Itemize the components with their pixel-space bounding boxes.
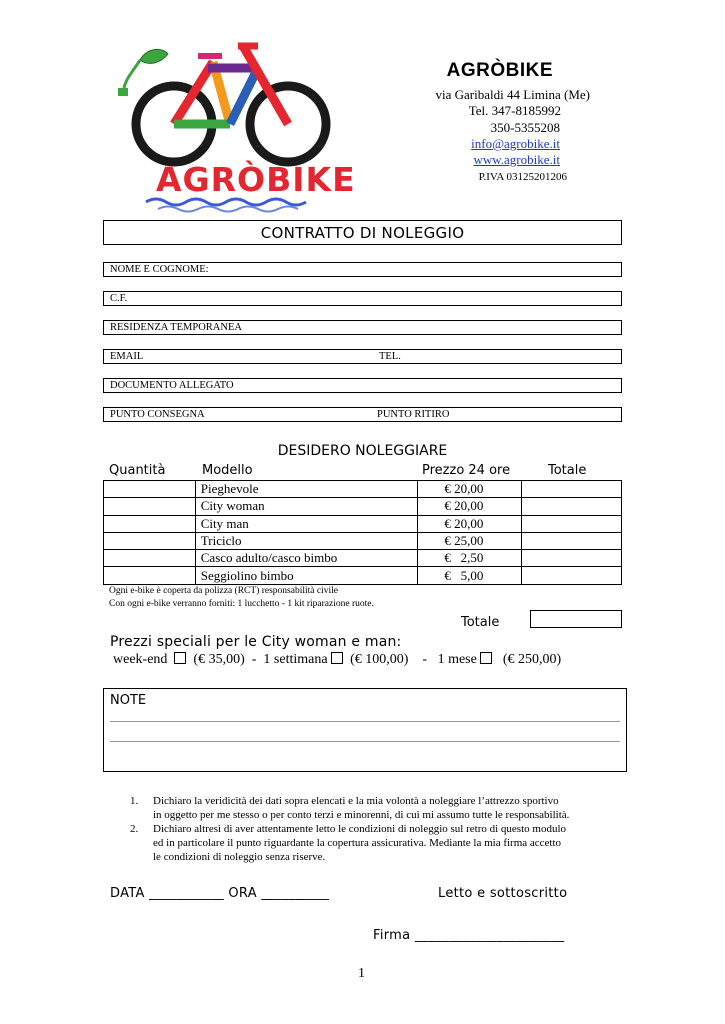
grand-total-label: Totale (461, 615, 500, 630)
tel-label: TEL. (379, 351, 401, 362)
read-signed-label: Letto e sottoscritto (438, 886, 568, 901)
table-row (104, 550, 622, 567)
phone-1: Tel. 347-8185992 (468, 103, 561, 118)
col-model: Modello (202, 463, 253, 478)
note-line (110, 741, 620, 742)
month-checkbox[interactable] (480, 652, 492, 664)
brand-name: AGRÒBIKE (446, 60, 553, 81)
declaration-text: Dichiaro altresì di aver attentamente letto le condizioni di noleggio sul retro di questo modulo (153, 823, 566, 835)
residence-label: RESIDENZA TEMPORANEA (110, 322, 242, 333)
quantity-cell[interactable] (104, 498, 196, 515)
document-field[interactable] (103, 378, 622, 393)
website-link[interactable]: www.agrobike.it (473, 152, 560, 167)
month-label: 1 mese (437, 652, 477, 667)
weekend-checkbox[interactable] (174, 652, 186, 664)
separator: - (422, 652, 428, 667)
price-cell: € 20,00 (418, 481, 522, 498)
delivery-label: PUNTO CONSEGNA (110, 409, 205, 420)
name-field[interactable] (103, 262, 622, 277)
rental-table (103, 480, 622, 585)
title-box (103, 220, 622, 245)
equipment-note: Con ogni e-bike verranno forniti: 1 lucchetto - 1 kit riparazione ruote. (109, 599, 374, 609)
pickup-label: PUNTO RITIRO (377, 409, 450, 420)
price-cell: € 20,00 (418, 498, 522, 515)
total-cell[interactable] (522, 481, 622, 498)
table-row (104, 567, 622, 584)
total-cell[interactable] (522, 532, 622, 549)
price-cell: € 25,00 (418, 532, 522, 549)
model-cell: Triciclo (195, 532, 418, 549)
special-heading: Prezzi speciali per le City woman e man: (110, 634, 402, 650)
page-number: 1 (358, 966, 365, 981)
week-price: (€ 100,00) (350, 652, 409, 667)
price-cell: € 5,00 (418, 567, 522, 584)
page-title: CONTRATTO DI NOLEGGIO (260, 224, 465, 242)
table-row (104, 498, 622, 515)
insurance-note: Ogni e-bike è coperta da polizza (RCT) responsabilità civile (109, 586, 338, 596)
week-checkbox[interactable] (331, 652, 343, 664)
total-cell[interactable] (522, 515, 622, 532)
model-cell: Pieghevole (195, 481, 418, 498)
col-quantity: Quantità (109, 463, 166, 478)
cf-label: C.F. (110, 293, 128, 304)
model-cell: City woman (195, 498, 418, 515)
model-cell: City man (195, 515, 418, 532)
quantity-cell[interactable] (104, 515, 196, 532)
table-row (104, 481, 622, 498)
declaration-text: le condizioni di noleggio senza riserve. (153, 851, 326, 863)
agrobike-logo (118, 40, 356, 215)
vat-number: P.IVA 03125201206 (478, 171, 567, 183)
rental-heading: DESIDERO NOLEGGIARE (277, 443, 448, 459)
col-price: Prezzo 24 ore (422, 463, 511, 478)
weekend-price: (€ 35,00) (193, 652, 245, 667)
notes-box[interactable] (103, 688, 627, 772)
address: via Garibaldi 44 Limina (Me) (435, 87, 590, 102)
table-row (104, 532, 622, 549)
declaration-1 (130, 794, 630, 822)
grand-total-box[interactable] (530, 610, 622, 628)
week-label: 1 settimana (263, 652, 328, 667)
declaration-text: Dichiaro la veridicità dei dati sopra elencati e la mia volontà a noleggiare l’attrezzo sportivo (153, 795, 559, 807)
residence-field[interactable] (103, 320, 622, 335)
declaration-number: 1. (130, 795, 139, 807)
name-label: NOME E COGNOME: (110, 264, 209, 275)
email-label: EMAIL (110, 351, 144, 362)
total-cell[interactable] (522, 567, 622, 584)
model-cell: Seggiolino bimbo (195, 567, 418, 584)
declaration-text: in oggetto per me stesso o per conto terzi e minorenni, di cui mi assumo tutte le responsabilità. (153, 809, 570, 821)
weekend-label: week-end (113, 652, 168, 667)
document-label: DOCUMENTO ALLEGATO (110, 380, 234, 391)
total-cell[interactable] (522, 498, 622, 515)
quantity-cell[interactable] (104, 481, 196, 498)
model-cell: Casco adulto/casco bimbo (195, 550, 418, 567)
quantity-cell[interactable] (104, 532, 196, 549)
signature-line[interactable]: Firma ______________________ (373, 928, 565, 943)
price-cell: € 20,00 (418, 515, 522, 532)
cf-field[interactable] (103, 291, 622, 306)
delivery-pickup-field[interactable] (103, 407, 622, 422)
email-tel-field[interactable] (103, 349, 622, 364)
declaration-number: 2. (130, 823, 139, 835)
total-cell[interactable] (522, 550, 622, 567)
price-cell: € 2,50 (418, 550, 522, 567)
logo-wordmark: AGRÒBIKE (156, 160, 356, 199)
declaration-text: ed in particolare il punto riguardante la copertura assicurativa. Mediante la mia firma accetto (153, 837, 562, 849)
separator: - (251, 652, 257, 667)
special-options (113, 652, 561, 668)
email-link[interactable]: info@agrobike.it (471, 136, 560, 151)
table-row (104, 515, 622, 532)
note-line (110, 721, 620, 722)
quantity-cell[interactable] (104, 567, 196, 584)
month-price: (€ 250,00) (502, 652, 562, 667)
date-time-line[interactable]: DATA ___________ ORA __________ (110, 886, 330, 901)
quantity-cell[interactable] (104, 550, 196, 567)
notes-label: NOTE (110, 693, 147, 708)
phone-2: 350-5355208 (490, 120, 560, 135)
declaration-2 (130, 822, 630, 864)
col-total: Totale (548, 463, 587, 478)
